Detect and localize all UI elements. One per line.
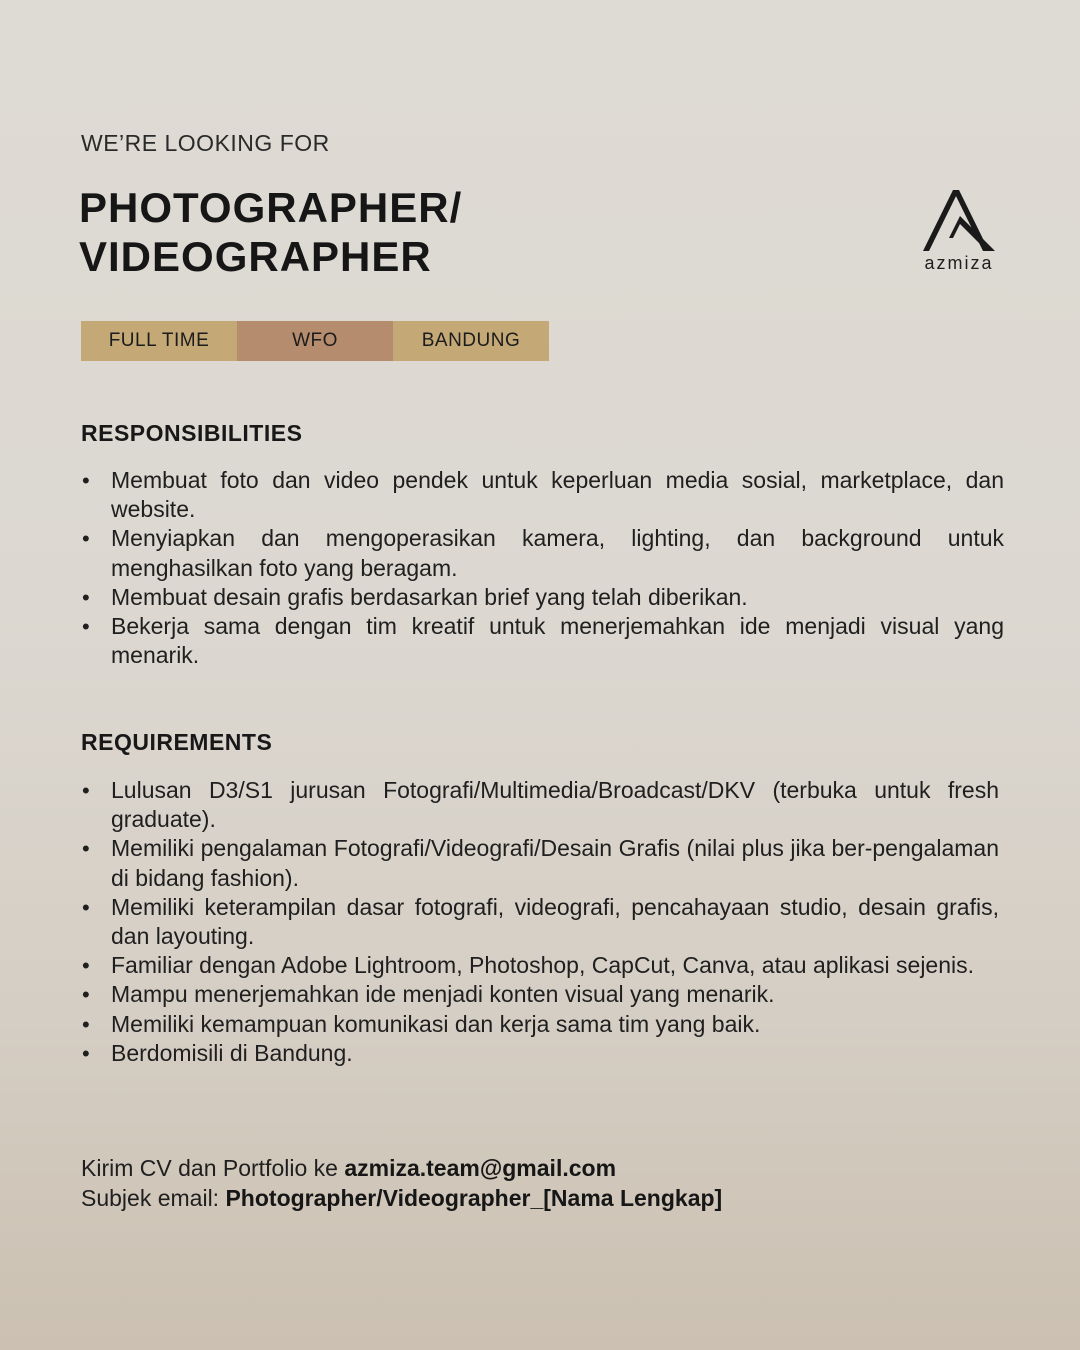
responsibilities-heading: RESPONSIBILITIES bbox=[81, 420, 303, 446]
contact-email: azmiza.team@gmail.com bbox=[344, 1155, 617, 1181]
tag-employment-type: FULL TIME bbox=[81, 321, 237, 361]
requirements-heading: REQUIREMENTS bbox=[81, 729, 273, 755]
eyebrow-text: WE’RE LOOKING FOR bbox=[81, 130, 330, 156]
list-item: • Memiliki keterampilan dasar fotografi, videografi, pencahayaan studio, desain grafis, dan layouting. bbox=[81, 893, 999, 951]
list-item: • Bekerja sama dengan tim kreatif untuk menerjemahkan ide menjadi visual yang menarik. bbox=[81, 612, 1004, 670]
job-title-line-1: PHOTOGRAPHER/ bbox=[79, 184, 463, 231]
list-item: • Berdomisili di Bandung. bbox=[81, 1039, 999, 1068]
requirements-list bbox=[81, 776, 999, 1068]
list-item: • Mampu menerjemahkan ide menjadi konten visual yang menarik. bbox=[81, 980, 999, 1009]
job-title-line-2: VIDEOGRAPHER bbox=[79, 233, 432, 280]
azmiza-logo-icon bbox=[919, 188, 999, 252]
contact-line-subject bbox=[81, 1184, 722, 1214]
list-item: • Memiliki pengalaman Fotografi/Videografi/Desain Grafis (nilai plus jika ber-pengalaman di bidang fashion). bbox=[81, 834, 999, 892]
job-title bbox=[79, 183, 462, 281]
list-item: • Familiar dengan Adobe Lightroom, Photoshop, CapCut, Canva, atau aplikasi sejenis. bbox=[81, 951, 999, 980]
list-item: • Membuat desain grafis berdasarkan brief yang telah diberikan. bbox=[81, 583, 1004, 612]
contact-email-prefix: Kirim CV dan Portfolio ke bbox=[81, 1155, 345, 1181]
tag-location: BANDUNG bbox=[393, 321, 549, 361]
contact-subject: Photographer/Videographer_[Nama Lengkap] bbox=[225, 1184, 723, 1211]
responsibilities-list bbox=[81, 466, 1004, 670]
logo-text: azmiza bbox=[924, 253, 994, 273]
list-item: • Lulusan D3/S1 jurusan Fotografi/Multimedia/Broadcast/DKV (terbuka untuk fresh graduate). bbox=[81, 776, 999, 834]
list-item: • Membuat foto dan video pendek untuk keperluan media sosial, marketplace, dan website. bbox=[81, 466, 1004, 524]
job-tags bbox=[81, 321, 549, 361]
contact-subject-prefix: Subjek email: bbox=[81, 1184, 226, 1211]
list-item: • Menyiapkan dan mengoperasikan kamera, lighting, dan background untuk menghasilkan foto yang beragam. bbox=[81, 524, 1004, 582]
contact-info bbox=[81, 1154, 722, 1213]
list-item: • Memiliki kemampuan komunikasi dan kerja sama tim yang baik. bbox=[81, 1010, 999, 1039]
company-logo bbox=[916, 188, 1002, 274]
tag-work-mode: WFO bbox=[237, 321, 393, 361]
contact-line-email bbox=[81, 1154, 722, 1184]
